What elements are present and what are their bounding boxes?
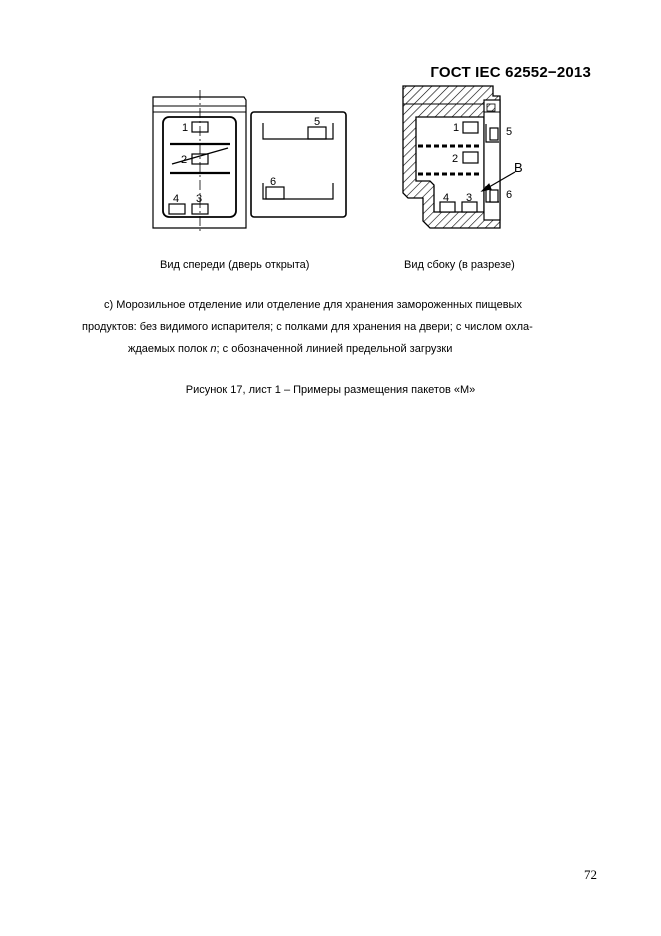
- body-line-3-end: ; с обозначенной линией предельной загрузки: [216, 343, 453, 355]
- body-paragraph: [82, 294, 587, 360]
- side-label-4: 4: [443, 192, 450, 204]
- figure-title: Рисунок 17, лист 1 – Примеры размещения пакетов «М»: [185, 384, 476, 396]
- side-label-3: 3: [466, 192, 473, 204]
- side-label-2: 2: [452, 153, 459, 165]
- page-number: 72: [584, 867, 597, 882]
- body-line-1: c) Морозильное отделение или отделение для хранения замороженных пищевых: [104, 299, 522, 311]
- side-label-b: B: [514, 160, 523, 175]
- body-line-3-start: ждаемых полок: [128, 343, 211, 355]
- front-label-1: 1: [182, 122, 189, 134]
- body-line-3: [82, 338, 587, 360]
- front-label-5: 5: [314, 116, 321, 128]
- side-label-6: 6: [506, 189, 513, 201]
- front-label-6: 6: [270, 176, 277, 188]
- side-label-1: 1: [453, 122, 460, 134]
- front-label-3: 3: [196, 193, 203, 205]
- side-view-labels: [443, 122, 523, 204]
- figure-17-drawing: [0, 0, 661, 250]
- caption-side-view: Вид сбоку (в разрезе): [404, 259, 515, 271]
- body-line-2: продуктов: без видимого испарителя; с полками для хранения на двери; с числом охла-: [82, 321, 533, 333]
- front-label-2: 2: [181, 154, 188, 166]
- side-label-5: 5: [506, 126, 513, 138]
- caption-front-view: Вид спереди (дверь открыта): [160, 259, 310, 271]
- body-line-3-variable: n: [210, 343, 217, 355]
- side-view: [403, 86, 515, 228]
- front-label-4: 4: [173, 193, 180, 205]
- document-header: ГОСТ IEC 62552−2013: [430, 64, 591, 81]
